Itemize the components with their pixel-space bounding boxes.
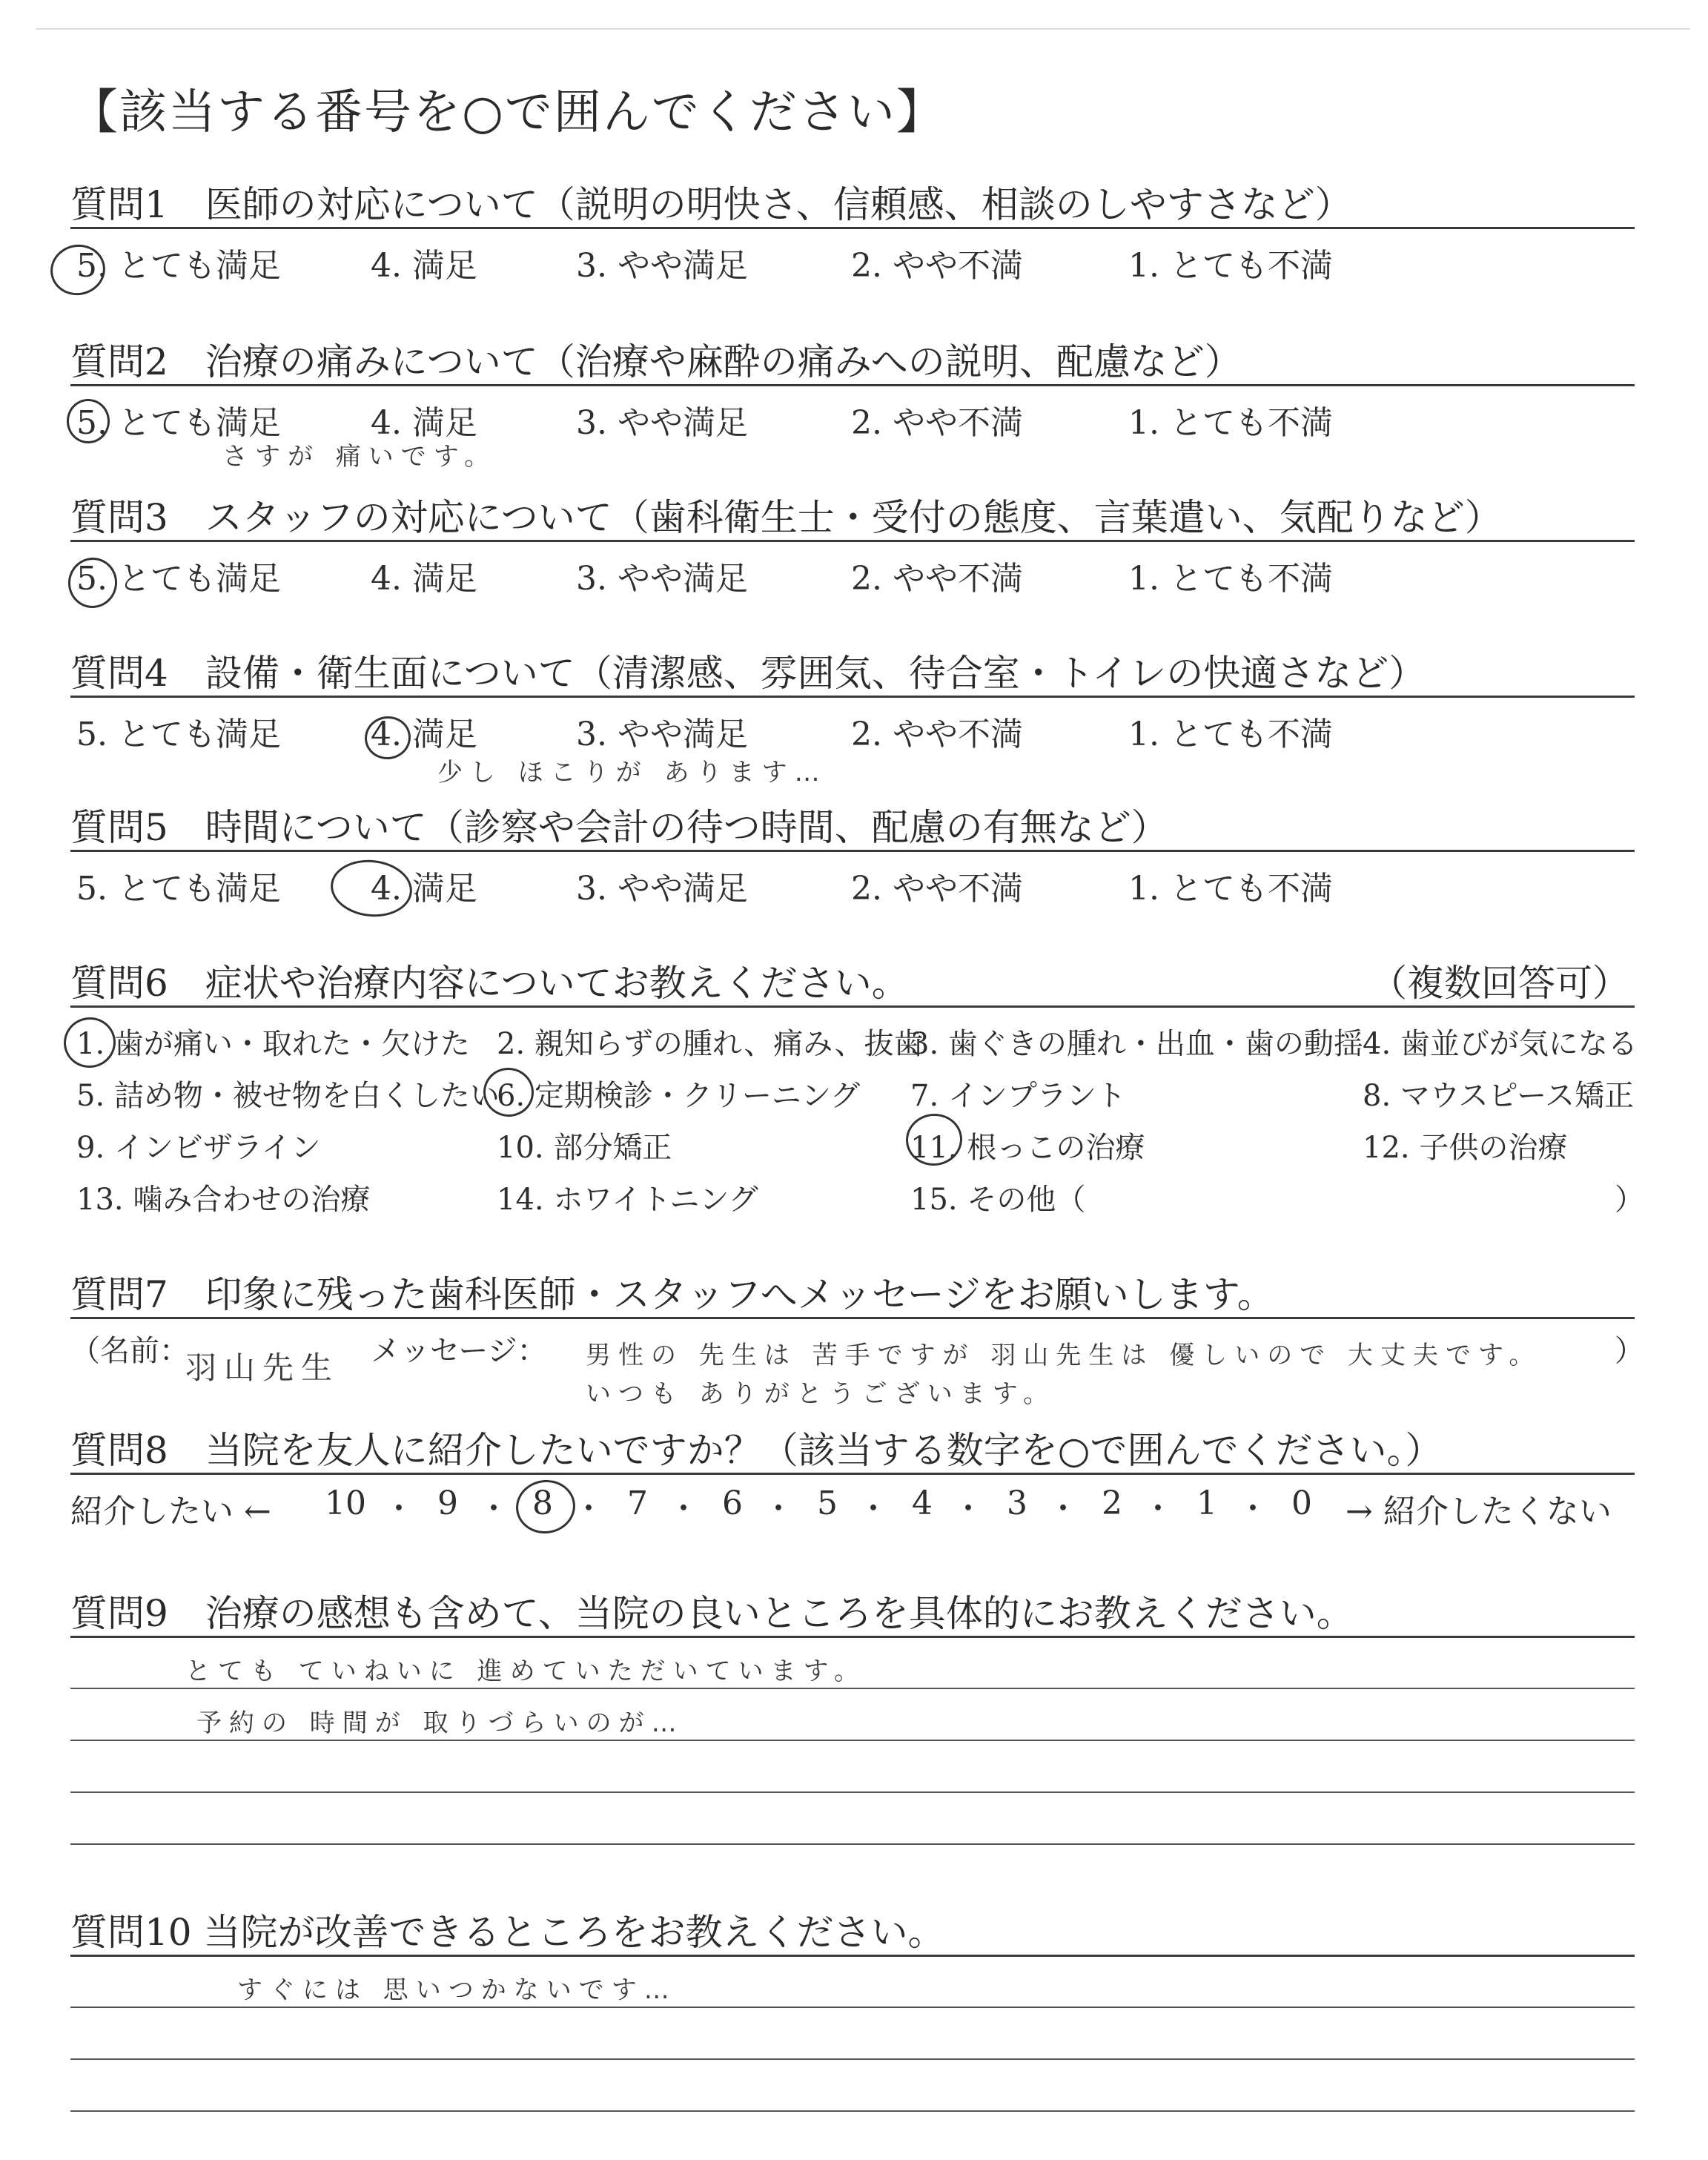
question-4-title: 質問4 設備・衛生面について（清潔感、雰囲気、待合室・トイレの快適さなど） (70, 652, 1426, 695)
q6-item-10[interactable]: 10. 部分矯正 (497, 1131, 672, 1165)
q8-dot: ・ (858, 1490, 890, 1527)
q1-option-1[interactable]: 1. とても不満 (1128, 247, 1333, 285)
q8-dot: ・ (1142, 1490, 1174, 1527)
q4-option-3[interactable]: 3. やや満足 (576, 716, 748, 753)
q1-option-4[interactable]: 4. 満足 (371, 247, 477, 285)
page-header: 【該当する番号を○で囲んでください】 (70, 85, 945, 140)
q1-option-2[interactable]: 2. やや不満 (851, 247, 1023, 285)
q7-name-value: 羽山先生 (185, 1350, 340, 1386)
q6-item-1[interactable]: 1. 歯が痛い・取れた・欠けた (76, 1027, 470, 1061)
q9-answer-rule-4 (70, 1843, 1635, 1845)
q5-option-3[interactable]: 3. やや満足 (576, 870, 748, 908)
q8-scale-7[interactable]: 7 (627, 1484, 648, 1522)
q8-scale-6[interactable]: 6 (722, 1484, 743, 1522)
q6-item-3[interactable]: 3. 歯ぐきの腫れ・出血・歯の動揺 (910, 1027, 1363, 1061)
question-9-title: 質問9 治療の感想も含めて、当院の良いところを具体的にお教えください。 (70, 1592, 1354, 1635)
q8-scale-1[interactable]: 1 (1196, 1484, 1217, 1522)
q5-option-5[interactable]: 5. とても満足 (76, 870, 281, 908)
question-10-rule (70, 1955, 1635, 1957)
q8-scale-9[interactable]: 9 (437, 1484, 458, 1522)
q8-dot: ・ (383, 1490, 415, 1527)
q5-option-4[interactable]: 4. 満足 (371, 870, 477, 908)
q10-answer-rule-2 (70, 2058, 1635, 2060)
question-8-rule (70, 1473, 1635, 1475)
q3-option-1[interactable]: 1. とても不満 (1128, 560, 1333, 598)
q7-message-label: メッセージ： (371, 1334, 547, 1368)
q2-handwritten-note: さすが 痛いです。 (222, 442, 497, 472)
q9-answer-line-2: 予約の 時間が 取りづらいのが… (196, 1708, 684, 1738)
q10-answer-line-1: すぐには 思いつかないです… (237, 1975, 677, 2005)
question-1-rule (70, 227, 1635, 229)
q9-answer-rule-1 (70, 1688, 1635, 1689)
q6-item-5[interactable]: 5. 詰め物・被せ物を白くしたい (76, 1079, 500, 1113)
q6-item-11[interactable]: 11. 根っこの治療 (910, 1131, 1145, 1165)
q3-option-4[interactable]: 4. 満足 (371, 560, 477, 598)
q2-option-1[interactable]: 1. とても不満 (1128, 404, 1333, 442)
question-10-title: 質問10 当院が改善できるところをお教えください。 (70, 1911, 945, 1954)
q2-option-3[interactable]: 3. やや満足 (576, 404, 748, 442)
q5-option-1[interactable]: 1. とても不満 (1128, 870, 1333, 908)
q4-option-2[interactable]: 2. やや不満 (851, 716, 1023, 753)
q1-option-3[interactable]: 3. やや満足 (576, 247, 748, 285)
q8-scale-3[interactable]: 3 (1007, 1484, 1027, 1522)
q6-item-7[interactable]: 7. インプラント (910, 1079, 1126, 1113)
question-5-rule (70, 850, 1635, 852)
question-2-rule (70, 384, 1635, 386)
q3-option-5[interactable]: 5. とても満足 (76, 560, 281, 598)
question-6-multi-note: （複数回答可） (1370, 962, 1629, 1005)
question-1-title: 質問1 医師の対応について（説明の明快さ、信頼感、相談のしやすさなど） (70, 183, 1352, 226)
q3-option-2[interactable]: 2. やや不満 (851, 560, 1023, 598)
question-3-title: 質問3 スタッフの対応について（歯科衛生士・受付の態度、言葉遣い、気配りなど） (70, 496, 1502, 539)
question-6-title: 質問6 症状や治療内容についてお教えください。 (70, 962, 909, 1005)
q7-message-line-2: いつも ありがとうございます。 (586, 1379, 1056, 1409)
q8-left-label: 紹介したい ← (70, 1493, 271, 1530)
q6-item-2[interactable]: 2. 親知らずの腫れ、痛み、抜歯 (497, 1027, 924, 1061)
q9-answer-rule-2 (70, 1740, 1635, 1741)
question-8-title: 質問8 当院を友人に紹介したいですか？（該当する数字を○で囲んでください。） (70, 1429, 1443, 1472)
q2-option-5[interactable]: 5. とても満足 (76, 404, 281, 442)
q1-option-5[interactable]: 5. とても満足 (76, 247, 281, 285)
q8-right-label: → 紹介したくない (1345, 1493, 1612, 1530)
q7-message-line-1: 男性の 先生は 苦手ですが 羽山先生は 優しいので 大丈夫です。 (586, 1341, 1542, 1370)
q8-dot: ・ (668, 1490, 700, 1527)
q8-dot: ・ (478, 1490, 510, 1527)
q7-message-close-paren: ） (1615, 1334, 1644, 1368)
q8-dot: ・ (953, 1490, 984, 1527)
q10-answer-rule-3 (70, 2110, 1635, 2112)
q4-option-1[interactable]: 1. とても不満 (1128, 716, 1333, 753)
question-4-rule (70, 696, 1635, 698)
q7-name-label: （名前： (70, 1334, 189, 1368)
q8-selection-circle (512, 1476, 578, 1537)
top-rule (36, 28, 1690, 30)
q4-option-4[interactable]: 4. 満足 (371, 716, 477, 753)
question-5-title: 質問5 時間について（診察や会計の待つ時間、配慮の有無など） (70, 806, 1168, 849)
q2-selection-circle (67, 399, 110, 443)
q10-answer-rule-1 (70, 2007, 1635, 2008)
q8-scale-10[interactable]: 10 (325, 1484, 366, 1522)
q8-scale-2[interactable]: 2 (1102, 1484, 1122, 1522)
q8-scale-0[interactable]: 0 (1291, 1484, 1312, 1522)
q6-item-15[interactable]: 15. その他（ (910, 1183, 1086, 1217)
q6-item-6[interactable]: 6. 定期検診・クリーニング (497, 1079, 861, 1113)
q4-handwritten-note: 少し ほこりが あります… (437, 758, 827, 787)
question-3-rule (70, 540, 1635, 542)
question-7-rule (70, 1317, 1635, 1319)
q2-option-4[interactable]: 4. 満足 (371, 404, 477, 442)
q8-dot: ・ (573, 1490, 605, 1527)
q8-scale-5[interactable]: 5 (817, 1484, 838, 1522)
q4-option-5[interactable]: 5. とても満足 (76, 716, 281, 753)
q8-dot: ・ (763, 1490, 795, 1527)
q8-scale-8[interactable]: 8 (532, 1484, 553, 1522)
question-7-title: 質問7 印象に残った歯科医師・スタッフへメッセージをお願いします。 (70, 1273, 1274, 1316)
q8-dot: ・ (1047, 1490, 1079, 1527)
q6-item-4[interactable]: 4. 歯並びが気になる (1363, 1027, 1638, 1061)
question-6-rule (70, 1005, 1635, 1008)
question-2-title: 質問2 治療の痛みについて（治療や麻酔の痛みへの説明、配慮など） (70, 340, 1242, 383)
q6-item-13[interactable]: 13. 噛み合わせの治療 (76, 1183, 371, 1217)
q8-scale-4[interactable]: 4 (912, 1484, 933, 1522)
q3-option-3[interactable]: 3. やや満足 (576, 560, 748, 598)
q9-answer-line-1: とても ていねいに 進めていただいています。 (185, 1657, 867, 1686)
q6-item-12[interactable]: 12. 子供の治療 (1363, 1131, 1568, 1165)
q2-option-2[interactable]: 2. やや不満 (851, 404, 1023, 442)
q5-option-2[interactable]: 2. やや不満 (851, 870, 1023, 908)
q6-item-9[interactable]: 9. インビザライン (76, 1131, 321, 1165)
q9-answer-rule-3 (70, 1791, 1635, 1793)
question-9-rule (70, 1636, 1635, 1638)
q8-dot: ・ (1237, 1490, 1269, 1527)
q6-close-paren: ） (1615, 1183, 1644, 1217)
q6-item-14[interactable]: 14. ホワイトニング (497, 1183, 758, 1217)
q6-item-8[interactable]: 8. マウスピース矯正 (1363, 1079, 1635, 1113)
